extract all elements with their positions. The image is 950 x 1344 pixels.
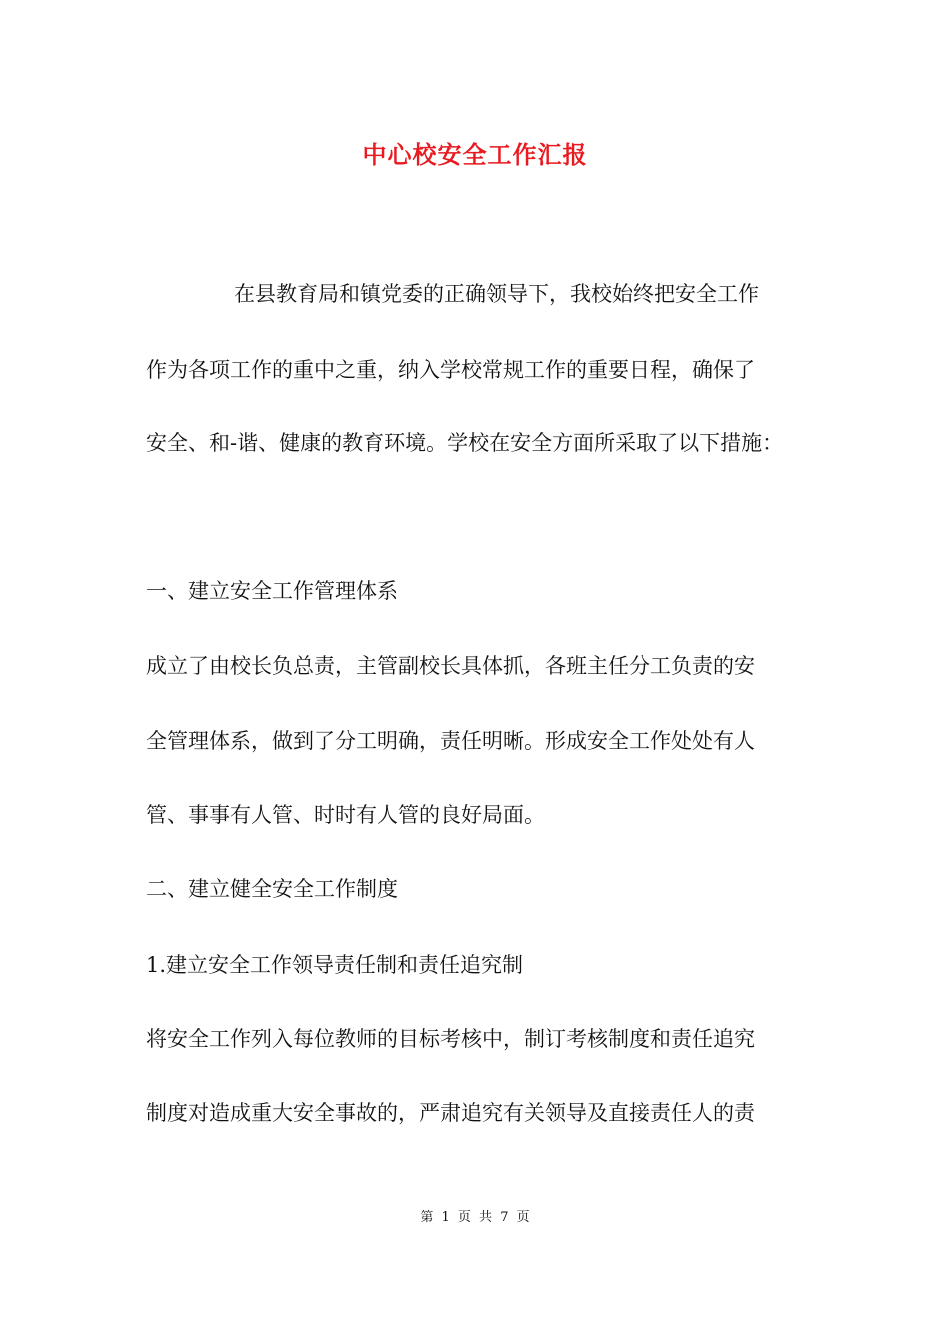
paragraph-line: 管、事事有人管、时时有人管的良好局面。 xyxy=(146,803,545,827)
paragraph-line: 作为各项工作的重中之重，纳入学校常规工作的重要日程，确保了 xyxy=(146,358,755,382)
paragraph-line: 在县教育局和镇党委的正确领导下，我校始终把安全工作 xyxy=(234,282,759,306)
paragraph-line: 全管理体系，做到了分工明确，责任明晰。形成安全工作处处有人 xyxy=(146,729,755,753)
paragraph-line: 安全、和-谐、健康的教育环境。学校在安全方面所采取了以下措施： xyxy=(146,431,784,455)
page-number-footer: 第 1 页 共 7 页 xyxy=(420,1210,530,1225)
paragraph-line: 成立了由校长负总责，主管副校长具体抓，各班主任分工负责的安 xyxy=(146,654,755,678)
subsection-heading: 1.建立安全工作领导责任制和责任追究制 xyxy=(146,953,524,977)
paragraph-line: 制度对造成重大安全事故的，严肃追究有关领导及直接责任人的责 xyxy=(146,1101,755,1125)
section-heading: 一、建立安全工作管理体系 xyxy=(146,579,398,603)
document-title: 中心校安全工作汇报 xyxy=(362,140,588,169)
paragraph-line: 将安全工作列入每位教师的目标考核中，制订考核制度和责任追究 xyxy=(146,1027,755,1051)
section-heading: 二、建立健全安全工作制度 xyxy=(146,877,398,901)
